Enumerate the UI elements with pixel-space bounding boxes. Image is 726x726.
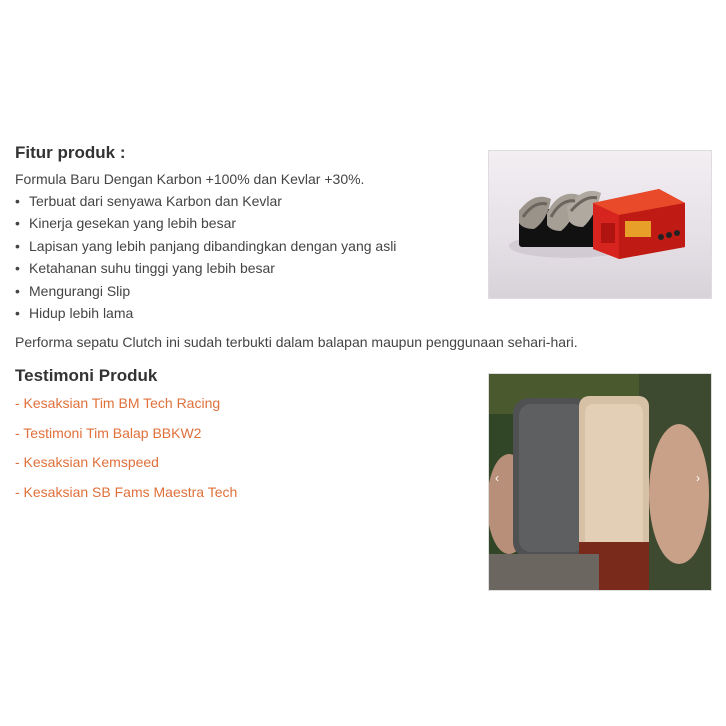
list-item: • Kinerja gesekan yang lebih besar: [15, 215, 237, 232]
list-item: • Mengurangi Slip: [15, 282, 131, 299]
chevron-right-icon[interactable]: ›: [696, 471, 700, 485]
product-photo: [488, 150, 712, 299]
testimonial-link-kemspeed[interactable]: - Kesaksian Kemspeed: [15, 454, 159, 471]
chevron-left-icon[interactable]: ‹: [495, 471, 499, 485]
closeup-photo: [488, 373, 712, 591]
features-heading: Fitur produk :: [15, 143, 126, 162]
testimonial-link-sb-fams[interactable]: - Kesaksian SB Fams Maestra Tech: [15, 484, 238, 501]
testimonials-heading: Testimoni Produk: [15, 366, 158, 385]
list-item: • Lapisan yang lebih panjang dibandingkan dengan yang asli: [15, 237, 397, 254]
testimonial-links: [15, 392, 237, 511]
features-intro: Formula Baru Dengan Karbon +100% dan Kevlar +30%.: [15, 171, 365, 187]
list-item: • Hidup lebih lama: [15, 304, 134, 321]
features-summary: Performa sepatu Clutch ini sudah terbukti dalam balapan maupun penggunaan sehari-hari.: [15, 334, 578, 350]
testimonial-link-bm-tech-racing[interactable]: - Kesaksian Tim BM Tech Racing: [15, 395, 221, 411]
features-list: [15, 190, 396, 324]
testimonial-link-bbkw2[interactable]: - Testimoni Tim Balap BBKW2: [15, 424, 202, 441]
product-photo-illustration: [489, 151, 711, 298]
closeup-photo-illustration: [489, 374, 711, 590]
list-item: • Ketahanan suhu tinggi yang lebih besar: [15, 260, 275, 277]
list-item: • Terbuat dari senyawa Karbon dan Kevlar: [15, 193, 282, 209]
